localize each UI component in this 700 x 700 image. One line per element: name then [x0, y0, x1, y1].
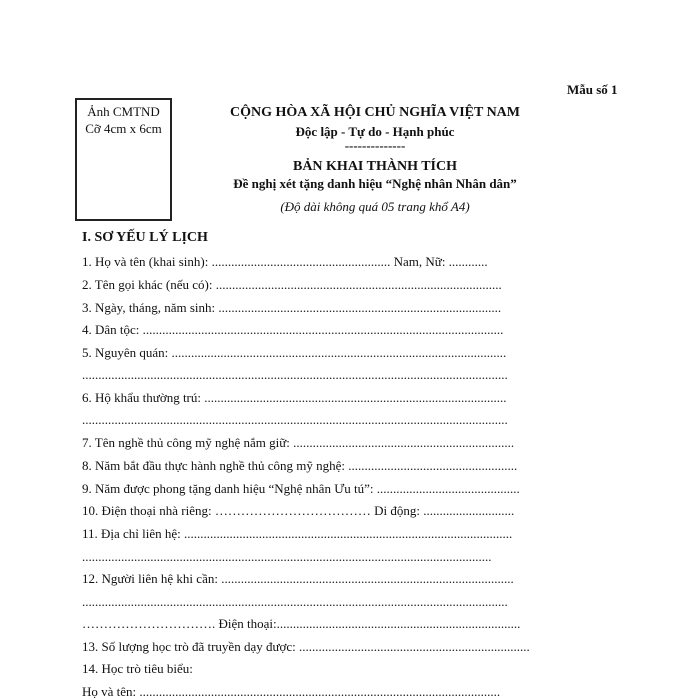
form-line-6-cont: ...................................................................................................................................: [82, 412, 508, 427]
form-line-14: 14. Học trò tiêu biểu:: [82, 661, 193, 676]
republic-title: CỘNG HÒA XÃ HỘI CHỦ NGHĨA VIỆT NAM: [229, 105, 520, 120]
photo-box-line-2: Cỡ 4cm x 6cm: [85, 121, 162, 136]
form-line-5: 5. Nguyên quán: .......................................................................................................: [82, 345, 507, 360]
form-line-10: 10. Điện thoại nhà riêng: ……………………………… Di động: ............................: [82, 503, 515, 518]
form-title: BẢN KHAI THÀNH TÍCH: [292, 159, 457, 174]
form-line-12-cont: ...................................................................................................................................: [82, 594, 508, 609]
section-title: I. SƠ YẾU LÝ LỊCH: [82, 230, 208, 245]
length-note: (Độ dài không quá 05 trang khổ A4): [280, 199, 470, 214]
form-line-13: 13. Số lượng học trò đã truyền dạy được: .......................................................................: [82, 639, 530, 654]
form-line-12: 12. Người liên hệ khi cần: ..........................................................................................: [82, 571, 514, 586]
form-line-8: 8. Năm bắt đầu thực hành nghề thủ công mỹ nghệ: ....................................................: [82, 458, 518, 473]
photo-box: [75, 98, 172, 221]
header-separator: --------------: [344, 138, 406, 153]
form-line-11: 11. Địa chỉ liên hệ: .....................................................................................................: [82, 526, 513, 541]
photo-box-line-1: Ảnh CMTND: [87, 104, 160, 119]
form-line-7: 7. Tên nghề thủ công mỹ nghệ nắm giữ: ....................................................................: [82, 435, 515, 450]
form-line-14-name: Họ và tên: ...............................................................................................................: [82, 684, 501, 699]
form-line-6: 6. Hộ khẩu thường trú: .............................................................................................: [82, 390, 507, 405]
form-line-4: 4. Dân tộc: ...............................................................................................................: [82, 322, 504, 337]
form-line-5-cont: ...................................................................................................................................: [82, 367, 508, 382]
form-number: Mẫu số 1: [567, 82, 618, 97]
form-line-11-cont: ..............................................................................................................................: [82, 549, 492, 564]
form-line-12-phone: …………………………. Điện thoại:...........................................................................: [82, 616, 521, 631]
form-line-2: 2. Tên gọi khác (nếu có): ........................................................................................: [82, 277, 502, 292]
form-line-1: 1. Họ và tên (khai sinh): ....................................................... Nam, Nữ: ............: [82, 254, 488, 269]
form-line-3: 3. Ngày, tháng, năm sinh: .......................................................................................: [82, 300, 502, 315]
form-subtitle: Đề nghị xét tặng danh hiệu “Nghệ nhân Nhân dân”: [233, 176, 517, 191]
national-motto: Độc lập - Tự do - Hạnh phúc: [295, 124, 455, 139]
form-line-9: 9. Năm được phong tặng danh hiệu “Nghệ nhân Ưu tú”: ............................................: [82, 481, 520, 496]
